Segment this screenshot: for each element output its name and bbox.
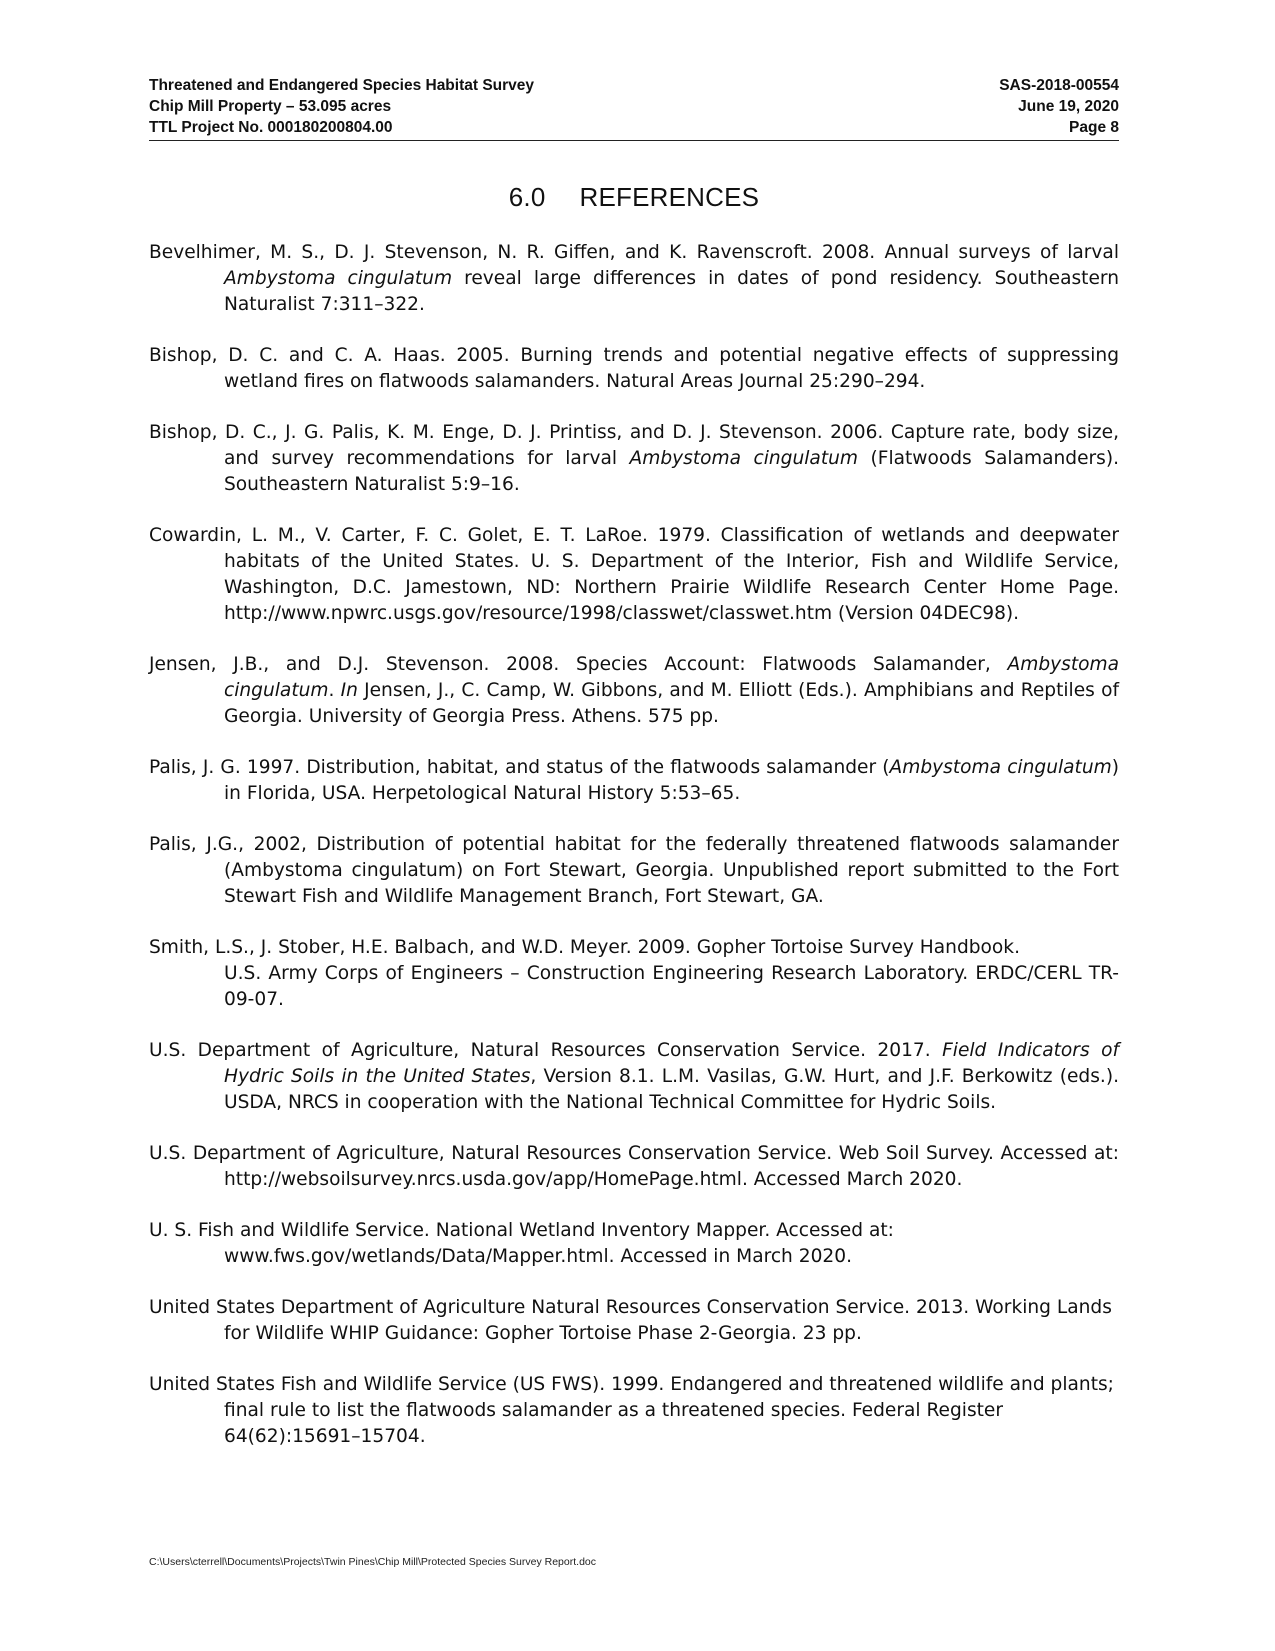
header-property: Chip Mill Property – 53.095 acres [149,98,392,115]
header-report-title: Threatened and Endangered Species Habitat Survey [149,77,535,94]
reference-italic: Ambystoma cingulatum [224,268,453,289]
reference-text: Bishop, D. C. and C. A. Haas. 2005. Burning trends and potential negative effects of suppressing wetland fires on flatwoods salamanders. Natural Areas Journal 25:290–294. [149,345,1119,392]
reference-text: United States Fish and Wildlife Service (US FWS). 1999. Endangered and threatened wildlife and plants; final rule to list the flatwoods salamander as a threatened species. Federal Register 64(62):15691–15704. [149,1374,1114,1447]
header-row-1 [149,75,1119,96]
reference-italic: Ambystoma cingulatum [224,654,1119,701]
reference-text: . [328,680,341,701]
reference-entry [149,832,1119,910]
reference-entry [149,420,1119,498]
reference-text: Bevelhimer, M. S., D. J. Stevenson, N. R. Giffen, and K. Ravenscroft. 2008. Annual surveys of larval [149,242,1119,263]
page-header [149,75,1119,141]
reference-text: Jensen, J., C. Camp, W. Gibbons, and M. Elliott (Eds.). Amphibians and Reptiles of Georgia. University of Georgia Press. Athens. 575 pp. [224,680,1119,727]
reference-list [149,240,1119,1450]
reference-entry [149,523,1119,627]
reference-text: U. S. Fish and Wildlife Service. National Wetland Inventory Mapper. Accessed at: [149,1220,894,1241]
reference-text: Bishop, D. C., J. G. Palis, K. M. Enge, D. J. Printiss, and D. J. Stevenson. 2006. Capture rate, body size, and survey recommendations for larval [149,422,1119,469]
reference-text: U.S. Department of Agriculture, Natural Resources Conservation Service. Web Soil Survey. Accessed at: http://websoilsurvey.nrcs.usda.gov/app/HomePage.html. Accessed March 2020. [149,1143,1119,1190]
reference-text: reveal large differences in dates of pond residency. Southeastern Naturalist 7:311–322. [224,268,1119,315]
reference-entry [149,652,1119,730]
header-row-2 [149,96,1119,117]
reference-text: (Flatwoods Salamanders). Southeastern Naturalist 5:9–16. [224,448,1120,495]
reference-entry [149,1218,1119,1270]
reference-text: Palis, J.G., 2002, Distribution of potential habitat for the federally threatened flatwoods salamander (Ambystoma cingulatum) on Fort Stewart, Georgia. Unpublished report submitted to the Fort Stewart Fish and Wildlife Management Branch, Fort Stewart, GA. [149,834,1119,907]
reference-text: Smith, L.S., J. Stober, H.E. Balbach, and W.D. Meyer. 2009. Gopher Tortoise Survey Handbook. [149,937,1020,958]
reference-italic: Ambystoma cingulatum [629,448,859,469]
reference-text: Jensen, J.B., and D.J. Stevenson. 2008. Species Account: Flatwoods Salamander, [149,654,1008,675]
reference-entry [149,343,1119,395]
header-date: June 19, 2020 [1018,98,1119,115]
reference-text: U.S. Department of Agriculture, Natural Resources Conservation Service. 2017. [149,1040,943,1061]
reference-entry [149,1038,1119,1116]
reference-text: , Version 8.1. L.M. Vasilas, G.W. Hurt, and J.F. Berkowitz (eds.). USDA, NRCS in cooperation with the National Technical Committee for Hydric Soils. [224,1066,1119,1113]
file-path-footer: C:\Users\cterrell\Documents\Projects\Twin Pines\Chip Mill\Protected Species Survey Report.doc [149,1556,596,1568]
reference-text: United States Department of Agriculture Natural Resources Conservation Service. 2013. Working Lands for Wildlife WHIP Guidance: Gopher Tortoise Phase 2-Georgia. 23 pp. [149,1297,1112,1344]
reference-entry [149,1295,1119,1347]
header-project-number: TTL Project No. 000180200804.00 [149,119,393,136]
reference-entry [149,240,1119,318]
header-row-3 [149,117,1119,138]
reference-entry [149,755,1119,807]
header-permit-number: SAS-2018-00554 [999,77,1119,94]
reference-text: www.fws.gov/wetlands/Data/Mapper.html. Accessed in March 2020. [224,1246,852,1267]
reference-entry [149,935,1119,1013]
header-page-number: Page 8 [1069,119,1119,136]
reference-text: U.S. Army Corps of Engineers – Construction Engineering Research Laboratory. ERDC/CERL TR-09-07. [224,963,1119,1010]
section-number: 6.0 [508,182,546,212]
reference-entry [149,1372,1119,1450]
section-heading [149,180,1119,214]
reference-text: Cowardin, L. M., V. Carter, F. C. Golet, E. T. LaRoe. 1979. Classification of wetlands and deepwater habitats of the United States. U. S. Department of the Interior, Fish and Wildlife Service, Washington, D.C. Jamestown, ND: Northern Prairie Wildlife Research Center Home Page. http://www.npwrc.usgs.gov/resource/1998/classwet/classwet.htm (Version 04DEC98). [149,525,1119,624]
reference-text: Palis, J. G. 1997. Distribution, habitat, and status of the flatwoods salamander ( [149,757,890,778]
reference-italic: Field Indicators of Hydric Soils in the United States [224,1040,1119,1087]
section-title: REFERENCES [579,182,760,212]
reference-text: ) in Florida, USA. Herpetological Natural History 5:53–65. [224,757,1119,804]
reference-italic: In [340,680,358,701]
reference-entry [149,1141,1119,1193]
reference-italic: Ambystoma cingulatum [889,757,1112,778]
